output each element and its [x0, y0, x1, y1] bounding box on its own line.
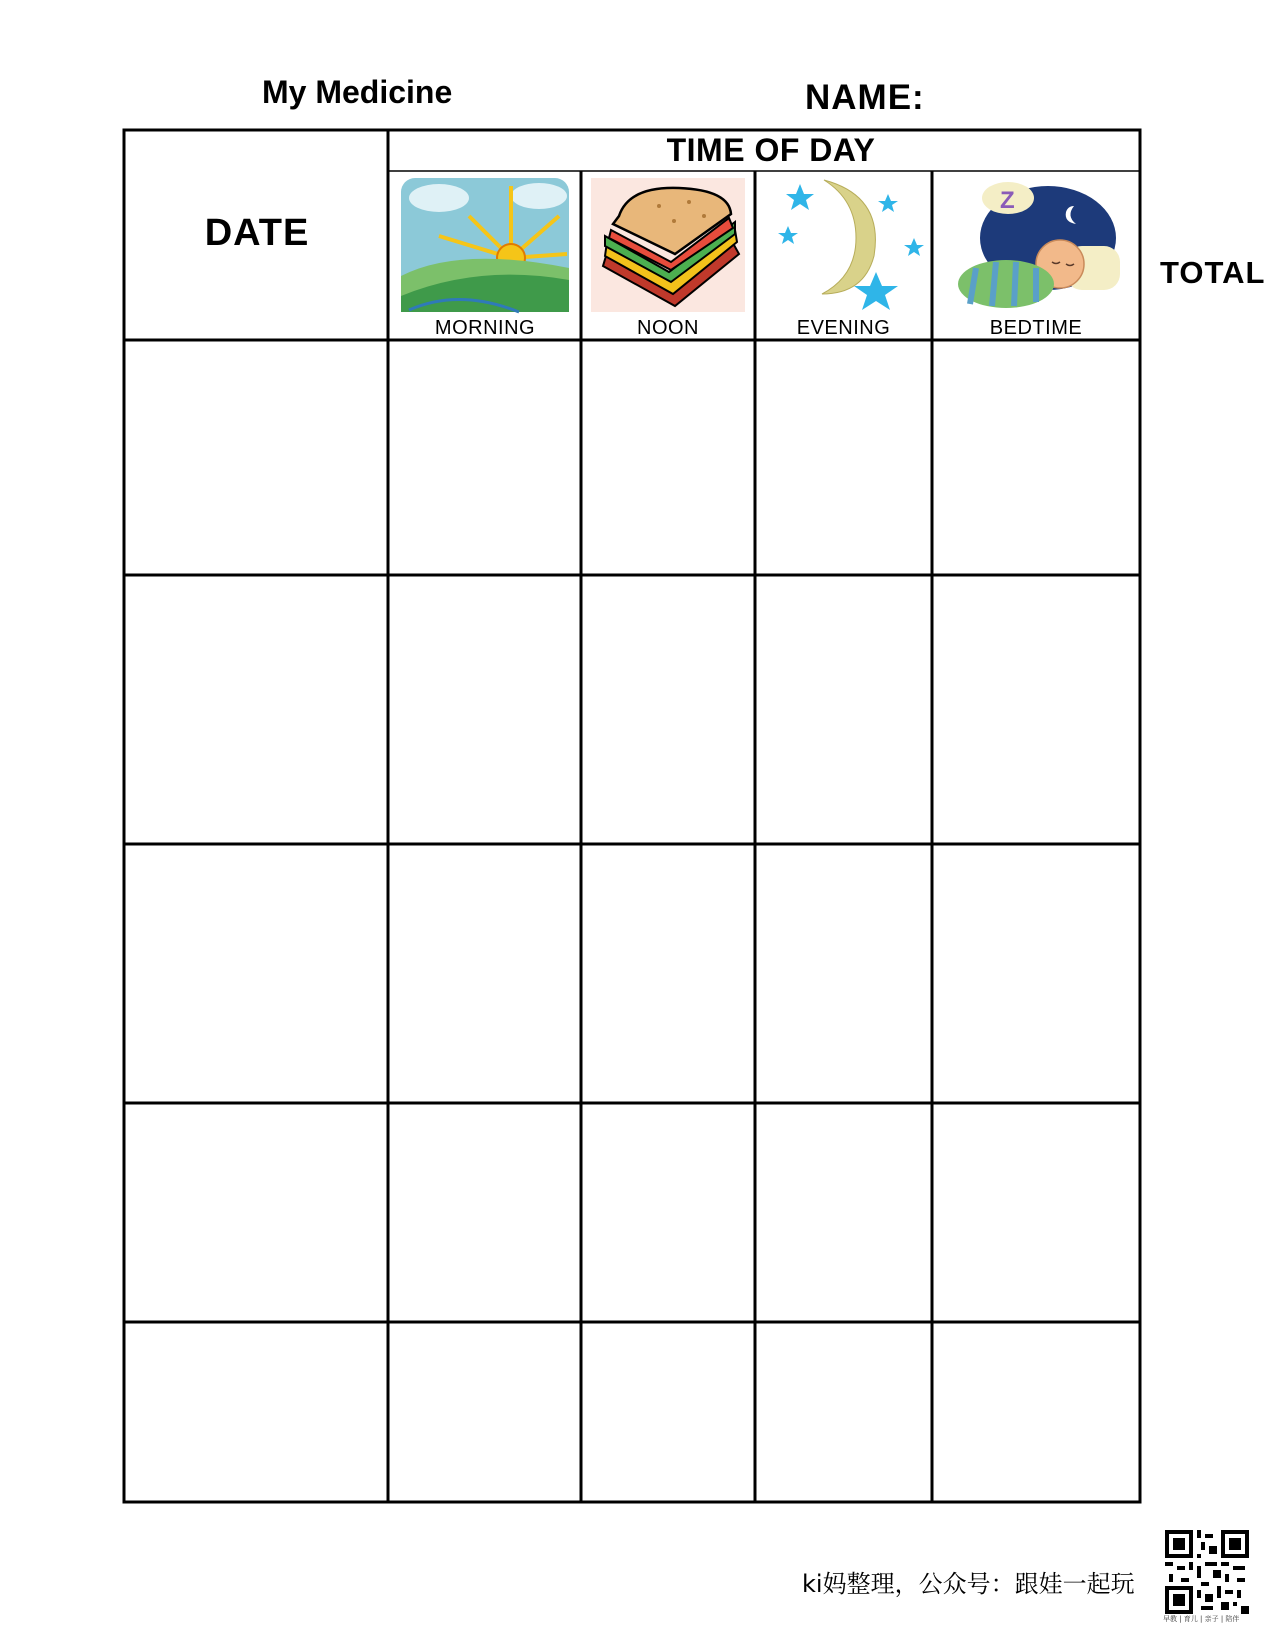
- cell-morning-row-4[interactable]: [390, 1105, 579, 1320]
- cell-bedtime-row-4[interactable]: [934, 1105, 1138, 1320]
- cell-bedtime-row-1[interactable]: [934, 342, 1138, 573]
- svg-text:Z: Z: [1000, 187, 1015, 214]
- cell-date-row-4[interactable]: [126, 1105, 386, 1320]
- period-noon-label: NOON: [637, 317, 699, 339]
- sleeping-child-icon: [948, 176, 1124, 314]
- qr-code-icon[interactable]: [1165, 1530, 1249, 1614]
- cell-morning-row-5[interactable]: [390, 1324, 579, 1500]
- period-evening-label: EVENING: [796, 317, 891, 339]
- cell-noon-row-1[interactable]: [583, 342, 753, 573]
- date-column-header: DATE: [204, 212, 310, 254]
- cell-evening-row-5[interactable]: [757, 1324, 930, 1500]
- cell-bedtime-row-5[interactable]: [934, 1324, 1138, 1500]
- period-evening: [758, 172, 929, 340]
- moon-stars-icon: [764, 176, 924, 314]
- name-label: NAME:: [805, 78, 925, 117]
- cell-date-row-3[interactable]: [126, 846, 386, 1101]
- period-morning: [392, 172, 578, 340]
- cell-morning-row-1[interactable]: [390, 342, 579, 573]
- cell-noon-row-4[interactable]: [583, 1105, 753, 1320]
- cell-date-row-5[interactable]: [126, 1324, 386, 1500]
- cell-noon-row-3[interactable]: [583, 846, 753, 1101]
- cell-bedtime-row-2[interactable]: [934, 577, 1138, 842]
- period-morning-label: MORNING: [434, 317, 536, 339]
- footer-credit: ki妈整理，公众号：跟娃一起玩: [802, 1570, 1135, 1598]
- cell-evening-row-4[interactable]: [757, 1105, 930, 1320]
- period-bedtime-label: BEDTIME: [989, 317, 1083, 339]
- total-label: TOTAL: [1160, 255, 1266, 290]
- cell-date-row-1[interactable]: [126, 342, 386, 573]
- page-title: My Medicine: [262, 74, 453, 110]
- cell-date-row-2[interactable]: [126, 577, 386, 842]
- cell-evening-row-1[interactable]: [757, 342, 930, 573]
- cell-morning-row-3[interactable]: [390, 846, 579, 1101]
- cell-morning-row-2[interactable]: [390, 577, 579, 842]
- cell-evening-row-3[interactable]: [757, 846, 930, 1101]
- sandwich-icon: [589, 176, 747, 314]
- cell-noon-row-5[interactable]: [583, 1324, 753, 1500]
- cell-evening-row-2[interactable]: [757, 577, 930, 842]
- cell-noon-row-2[interactable]: [583, 577, 753, 842]
- period-noon: [584, 172, 752, 340]
- qr-caption: 早教 | 育儿 | 亲子 | 陪伴: [1163, 1615, 1240, 1623]
- time-of-day-header: TIME OF DAY: [666, 132, 876, 168]
- sunrise-icon: [399, 176, 571, 314]
- cell-bedtime-row-3[interactable]: [934, 846, 1138, 1101]
- period-bedtime: [935, 172, 1137, 340]
